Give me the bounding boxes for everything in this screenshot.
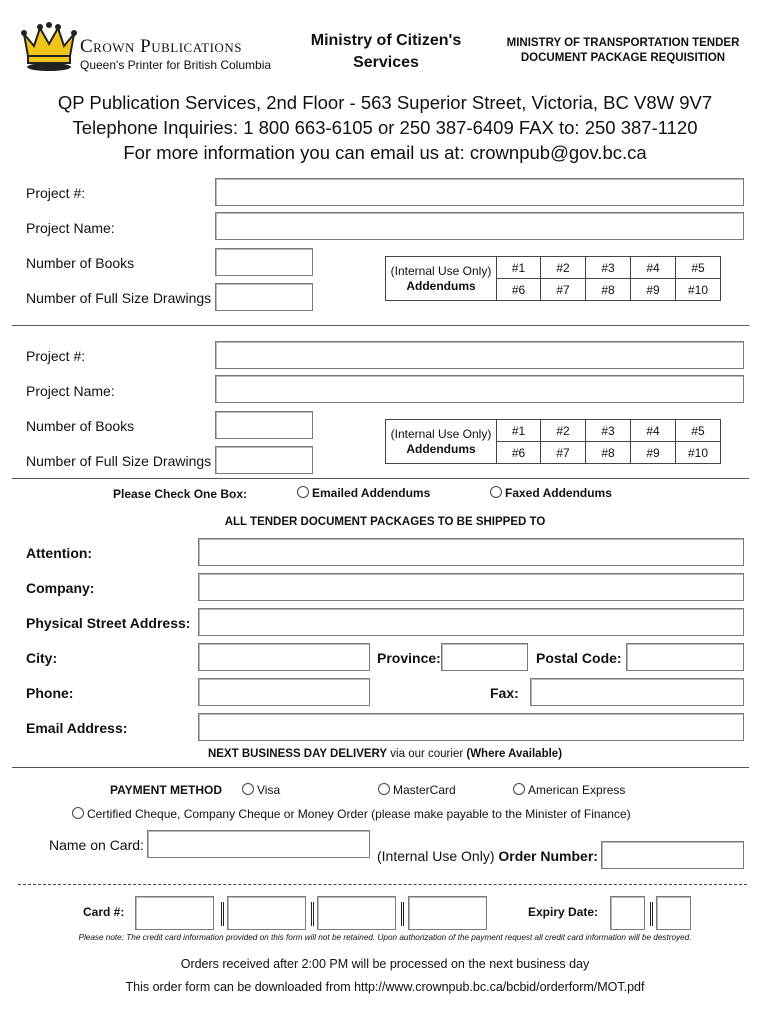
logo-title: Crown Publications — [80, 36, 242, 57]
check-one-prompt: Please Check One Box: — [113, 487, 248, 501]
name-on-card-field[interactable] — [147, 830, 370, 858]
addendum-checkbox[interactable]: #4 — [631, 420, 676, 442]
city-field[interactable] — [198, 643, 370, 671]
separator — [221, 902, 224, 926]
order-number-field[interactable] — [601, 841, 744, 869]
addendum-checkbox[interactable]: #2 — [541, 420, 586, 442]
email-address-label: Email Address: — [26, 720, 128, 736]
divider — [12, 478, 749, 479]
addendum-checkbox[interactable]: #1 — [497, 257, 541, 279]
project-number-label: Project #: — [26, 348, 86, 364]
divider — [12, 767, 749, 768]
emailed-label: Emailed Addendums — [312, 486, 431, 500]
addendum-checkbox[interactable]: #1 — [497, 420, 541, 442]
company-label: Company: — [26, 580, 95, 596]
order-number-label — [377, 848, 598, 864]
addendum-checkbox[interactable]: #9 — [631, 442, 676, 464]
fax-label: Fax: — [490, 685, 519, 701]
company-field[interactable] — [198, 573, 744, 601]
next-day-end: (Where Available) — [466, 748, 563, 760]
expiry-date-label: Expiry Date: — [528, 905, 599, 919]
addendum-checkbox[interactable]: #10 — [676, 442, 721, 464]
addendum-checkbox[interactable]: #10 — [676, 279, 721, 301]
attention-label: Attention: — [26, 545, 93, 561]
email-line: For more information you can email us at: crownpub@gov.bc.ca — [123, 142, 647, 163]
card-number-field-1[interactable] — [135, 896, 214, 930]
addendum-checkbox[interactable]: #7 — [541, 442, 586, 464]
drawings-label: Number of Full Size Drawings — [26, 453, 212, 469]
postal-code-label: Postal Code: — [536, 650, 622, 666]
faxed-radio[interactable] — [490, 486, 502, 498]
visa-radio[interactable] — [242, 783, 254, 795]
contact-block — [0, 90, 770, 165]
cheque-radio[interactable] — [72, 807, 84, 819]
divider — [12, 325, 749, 326]
separator — [311, 902, 314, 926]
card-number-label: Card #: — [83, 905, 125, 919]
cheque-option[interactable] — [72, 807, 631, 821]
addendum-checkbox[interactable]: #8 — [586, 442, 631, 464]
next-day-note — [0, 748, 770, 760]
project-number-label: Project #: — [26, 185, 86, 201]
emailed-radio[interactable] — [297, 486, 309, 498]
addendums-table-2 — [385, 419, 721, 464]
credit-card-note: Please note: The credit card information provided on this form will not be retained. Upon authorization of the payment request all credit card information will be destroyed. — [78, 933, 692, 942]
internal-use-label: (Internal Use Only) — [377, 848, 495, 864]
addendum-checkbox[interactable]: #6 — [497, 279, 541, 301]
city-label: City: — [26, 650, 58, 666]
footer-line-2: This order form can be downloaded from http://www.crownpub.bc.ca/bcbid/orderform/MOT.pdf — [125, 980, 645, 994]
attention-field[interactable] — [198, 538, 744, 566]
next-day-mid: via our courier — [387, 748, 467, 760]
addendum-checkbox[interactable]: #7 — [541, 279, 586, 301]
next-day-bold: NEXT BUSINESS DAY DELIVERY — [207, 748, 388, 760]
mastercard-label: MasterCard — [393, 783, 456, 797]
amex-label: American Express — [528, 783, 626, 797]
mastercard-option[interactable] — [378, 783, 456, 797]
crown-logo-icon — [20, 22, 78, 72]
street-address-field[interactable] — [198, 608, 744, 636]
fax-field[interactable] — [530, 678, 744, 706]
books-field-2[interactable] — [215, 411, 313, 439]
books-field-1[interactable] — [215, 248, 313, 276]
addendum-checkbox[interactable]: #8 — [586, 279, 631, 301]
separator — [401, 902, 404, 926]
tender-line-2: DOCUMENT PACKAGE REQUISITION — [520, 52, 726, 64]
books-label: Number of Books — [26, 255, 135, 271]
ministry-title — [296, 30, 476, 74]
project-name-field-1[interactable] — [215, 212, 744, 240]
expiry-month-field[interactable] — [610, 896, 645, 930]
logo-subtitle: Queen's Printer for British Columbia — [80, 58, 272, 72]
address-line: QP Publication Services, 2nd Floor - 563 Superior Street, Victoria, BC V8W 9V7 — [57, 92, 713, 113]
addendums-label: Addendums — [406, 278, 476, 293]
visa-option[interactable] — [242, 783, 280, 797]
phone-label: Phone: — [26, 685, 74, 701]
province-field[interactable] — [441, 643, 528, 671]
amex-option[interactable] — [513, 783, 625, 797]
project-number-field-2[interactable] — [215, 341, 744, 369]
addendum-checkbox[interactable]: #9 — [631, 279, 676, 301]
internal-use-label: (Internal Use Only) — [390, 263, 492, 278]
shipping-heading: ALL TENDER DOCUMENT PACKAGES TO BE SHIPPED TO — [224, 516, 546, 528]
books-label: Number of Books — [26, 418, 135, 434]
footer-line-1: Orders received after 2:00 PM will be processed on the next business day — [180, 957, 590, 971]
phone-field[interactable] — [198, 678, 370, 706]
drawings-field-2[interactable] — [215, 446, 313, 474]
addendum-checkbox[interactable]: #3 — [586, 420, 631, 442]
addendums-label: Addendums — [406, 441, 476, 456]
faxed-label: Faxed Addendums — [505, 486, 612, 500]
name-on-card-label: Name on Card: — [49, 837, 144, 853]
addendums-table-1 — [385, 256, 721, 301]
postal-code-field[interactable] — [626, 643, 744, 671]
ministry-line-2: Services — [353, 54, 419, 71]
card-number-field-3[interactable] — [317, 896, 396, 930]
emailed-addendums-option[interactable] — [297, 486, 430, 500]
email-address-field[interactable] — [198, 713, 744, 741]
tender-line-1: MINISTRY OF TRANSPORTATION TENDER — [506, 37, 740, 49]
project-name-label: Project Name: — [26, 220, 115, 236]
dashed-divider — [18, 884, 747, 885]
payment-method-label: PAYMENT METHOD — [110, 783, 223, 797]
addendum-checkbox[interactable]: #4 — [631, 257, 676, 279]
addendums-cell — [386, 257, 497, 301]
project-number-field-1[interactable] — [215, 178, 744, 206]
mastercard-radio[interactable] — [378, 783, 390, 795]
addendum-checkbox[interactable]: #5 — [676, 257, 721, 279]
card-number-field-2[interactable] — [227, 896, 306, 930]
addendums-cell — [386, 420, 497, 464]
drawings-field-1[interactable] — [215, 283, 313, 311]
expiry-year-field[interactable] — [656, 896, 691, 930]
phone-line: Telephone Inquiries: 1 800 663-6105 or 250 387-6409 FAX to: 250 387-1120 — [72, 117, 698, 138]
addendum-checkbox[interactable]: #3 — [586, 257, 631, 279]
project-name-label: Project Name: — [26, 383, 115, 399]
ministry-line-1: Ministry of Citizen's — [310, 32, 462, 49]
amex-radio[interactable] — [513, 783, 525, 795]
project-name-field-2[interactable] — [215, 375, 744, 403]
separator — [650, 902, 653, 926]
order-number-text: Order Number: — [498, 848, 598, 864]
cheque-label: Certified Cheque, Company Cheque or Money Order (please make payable to the Minister of Finance) — [87, 807, 631, 821]
faxed-addendums-option[interactable] — [490, 486, 612, 500]
internal-use-label: (Internal Use Only) — [390, 426, 492, 441]
addendum-checkbox[interactable]: #5 — [676, 420, 721, 442]
tender-title — [496, 36, 750, 66]
addendum-checkbox[interactable]: #6 — [497, 442, 541, 464]
addendum-checkbox[interactable]: #2 — [541, 257, 586, 279]
drawings-label: Number of Full Size Drawings — [26, 290, 212, 306]
visa-label: Visa — [257, 783, 281, 797]
card-number-field-4[interactable] — [408, 896, 487, 930]
province-label: Province: — [377, 650, 441, 666]
street-address-label: Physical Street Address: — [26, 615, 191, 631]
